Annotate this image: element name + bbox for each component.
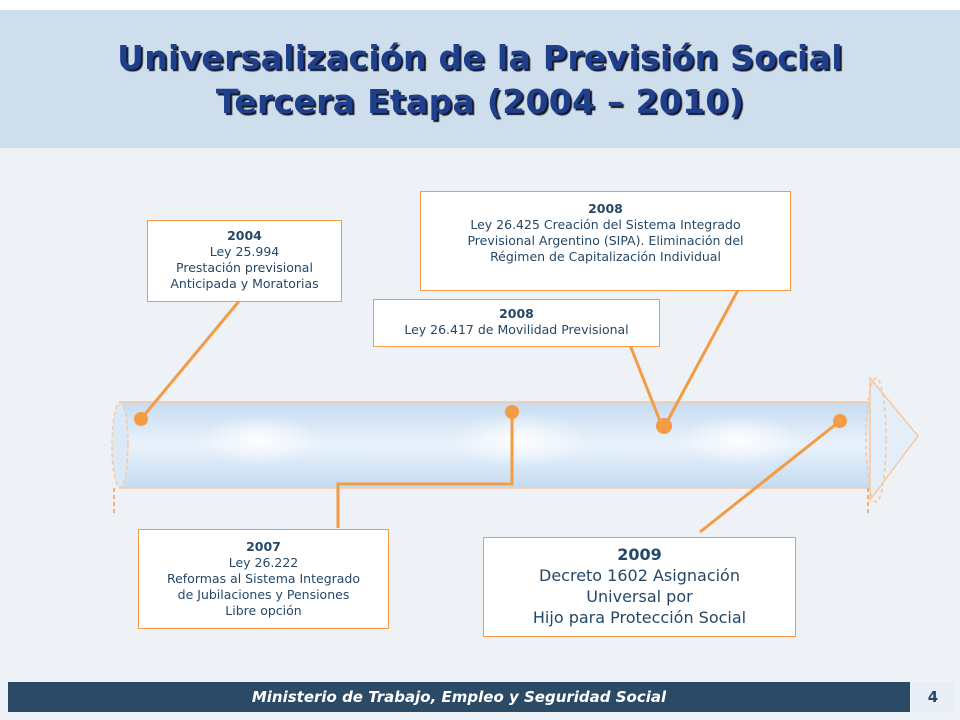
event-box-2004 (147, 220, 342, 302)
event-text: Ley 26.222 (228, 555, 299, 570)
event-text: Universal por (586, 587, 693, 606)
event-text: Ley 26.425 Creación del Sistema Integrado (470, 217, 741, 232)
footer-bar: Ministerio de Trabajo, Empleo y Seguridad Social (8, 682, 910, 712)
event-text: de Jubilaciones y Pensiones (177, 587, 350, 602)
event-year: 2008 (588, 201, 623, 216)
event-text: Régimen de Capitalización Individual (490, 249, 721, 264)
event-text: Ley 26.417 de Movilidad Previsional (404, 322, 629, 337)
event-year: 2008 (499, 306, 534, 321)
event-box-2009 (483, 537, 796, 637)
marker-2004 (134, 412, 148, 426)
event-year: 2007 (246, 539, 281, 554)
event-text: Hijo para Protección Social (532, 608, 747, 627)
event-year: 2004 (227, 228, 262, 243)
connector-2008-sipa (668, 290, 738, 420)
timeline-tube (112, 378, 918, 515)
event-box-2007 (138, 529, 389, 629)
event-text: Libre opción (225, 603, 302, 618)
event-text: Decreto 1602 Asignación (539, 566, 740, 585)
event-text: Ley 25.994 (209, 244, 280, 259)
page-subtitle: Tercera Etapa (2004 – 2010) (215, 82, 745, 121)
event-year: 2009 (617, 545, 662, 564)
event-text: Anticipada y Moratorias (170, 276, 319, 291)
event-text: Prestación previsional (176, 260, 313, 275)
event-text: Previsional Argentino (SIPA). Eliminación del (467, 233, 744, 248)
page-number: 4 (912, 682, 954, 712)
page-title: Universalización de la Previsión Social (117, 38, 843, 77)
connector-2004 (141, 300, 240, 419)
marker-2007 (505, 405, 519, 419)
event-text: Reformas al Sistema Integrado (166, 571, 361, 586)
event-box-2008-sipa (420, 191, 791, 291)
marker-2008 (656, 418, 672, 434)
marker-2009 (833, 414, 847, 428)
event-box-2008-movilidad (373, 299, 660, 347)
